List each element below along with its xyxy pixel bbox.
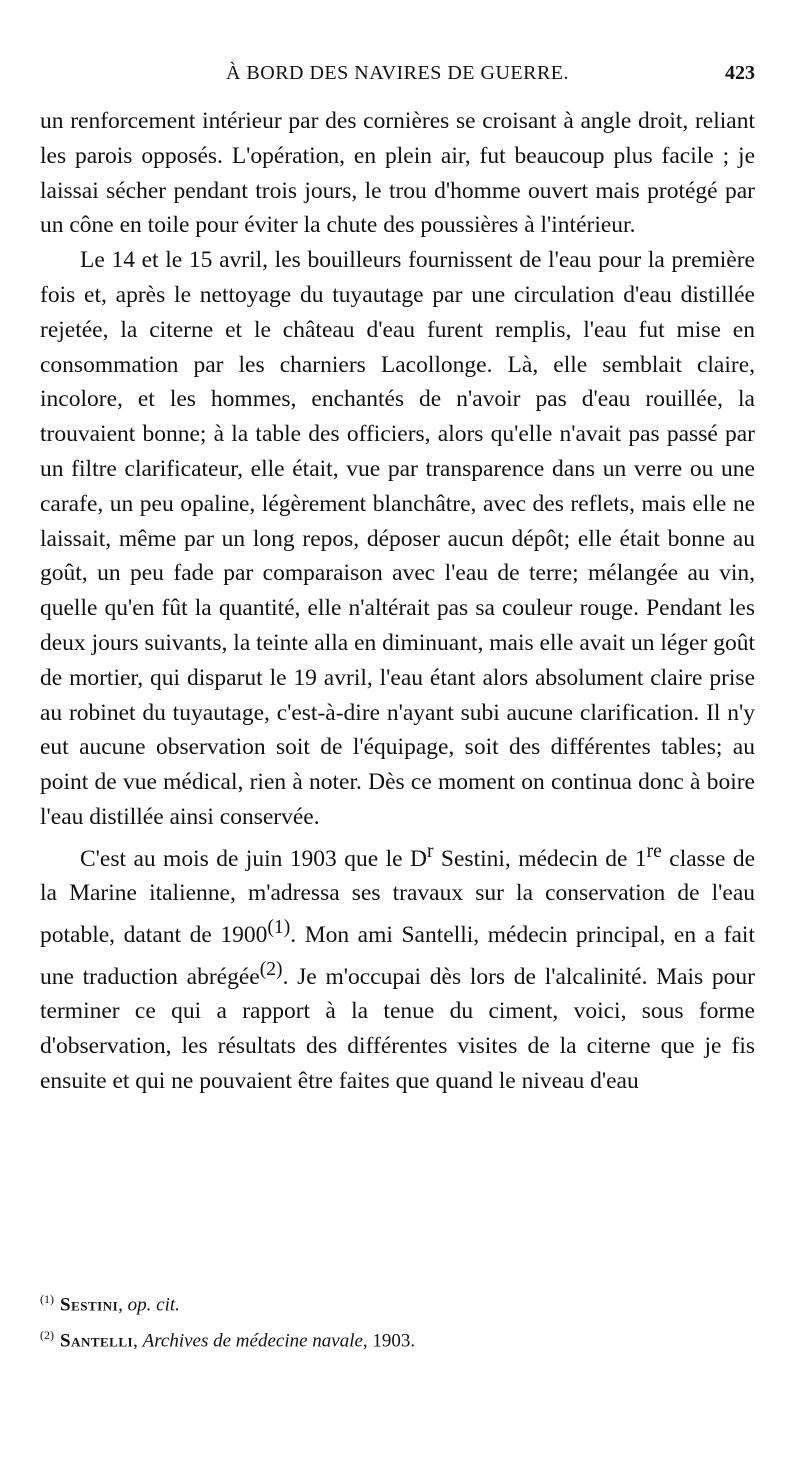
- paragraph-3-text-3: classe de la Marine italienne, m'adressa ses travaux sur la conservation de l'eau potable, datant de 1900: [40, 845, 756, 948]
- footnote-2: [40, 1320, 755, 1356]
- footnote-2-work: Archives de médecine navale: [142, 1330, 363, 1352]
- footnote-1-separator: ,: [118, 1294, 128, 1316]
- paragraph-1: un renforcement intérieur par des cornières se croisant à angle droit, reliant les parois opposés. L'opération, en plein air, fut beaucoup plus facile ; je laissai sécher pendant trois jours, le trou d'homme ouvert mais protégé par un cône en toile pour éviter la chute des poussières à l'intérieur.: [40, 108, 755, 239]
- page-number: 423: [725, 62, 755, 84]
- footnote-1: [40, 1284, 755, 1320]
- paragraph-3: [40, 835, 755, 1099]
- paragraph-2: Le 14 et le 15 avril, les bouilleurs fournissent de l'eau pour la première fois et, après le nettoyage du tuyautage par une circulation d'eau distillée rejetée, la citerne et le château d'eau furent remplis, l'eau fut mise en consommation par les charniers Lacollonge. Là, elle semblait claire, incolore, et les hommes, enchantés de n'avoir pas d'eau rouillée, la trouvaient bonne; à la table des officiers, alors qu'elle n'avait pas passé par un filtre clarificateur, elle était, vue par transparence dans un verre ou une carafe, un peu opaline, légèrement blanchâtre, avec des reflets, mais elle ne laissait, même par un long repos, déposer aucun dépôt; elle était bonne au goût, un peu fade par comparaison avec l'eau de terre; mélangée au vin, quelle qu'en fût la quantité, elle n'altérait pas sa couleur rouge. Pendant les deux jours suivants, la teinte alla en diminuant, mais elle avait un léger goût de mortier, qui disparut le 19 avril, l'eau étant alors absolument claire prise au robinet du tuyautage, c'est-à-dire n'ayant subi aucune clarification. Il n'y eut aucune observation soit de l'équipage, soit des différentes tables; au point de vue médical, rien à noter. Dès ce moment on continua donc à boire l'eau distillée ainsi conservée.: [40, 247, 755, 830]
- footnote-ref-2: (2): [259, 958, 283, 980]
- footnote-2-tail: , 1903.: [362, 1330, 416, 1352]
- superscript-re: re: [646, 840, 662, 862]
- footnote-2-author: Santelli: [60, 1330, 134, 1352]
- footnote-ref-1: (1): [267, 917, 291, 939]
- footnote-2-mark: (2): [40, 1328, 54, 1343]
- body-text: [40, 104, 755, 1099]
- running-title: À BORD DES NAVIRES DE GUERRE.: [225, 62, 570, 84]
- footnotes: [40, 1284, 755, 1357]
- paragraph-3-text-5: . Je m'occupai dès lors de l'alcalinité. Mais pour terminer ce qui a rapport à la tenue du ciment, voici, sous forme d'observation, les résultats des différentes visites de la citerne que je fis ensuite et qui ne pouvaient être faites que quand le niveau d'eau: [40, 963, 755, 1094]
- running-header: [40, 62, 755, 92]
- paragraph-3-text-1: C'est au mois de juin 1903 que le D: [80, 845, 427, 872]
- footnote-1-author: Sestini: [60, 1294, 119, 1316]
- superscript-dr: r: [426, 840, 434, 862]
- footnote-1-work: op. cit.: [127, 1294, 180, 1316]
- footnote-1-mark: (1): [40, 1292, 54, 1306]
- paragraph-3-text-2: Sestini, médecin de 1: [433, 845, 647, 872]
- paragraph-3-text-4: . Mon ami Santelli, médecin principal, en a fait une traduction abrégée: [40, 921, 755, 990]
- footnote-2-separator: ,: [133, 1330, 143, 1352]
